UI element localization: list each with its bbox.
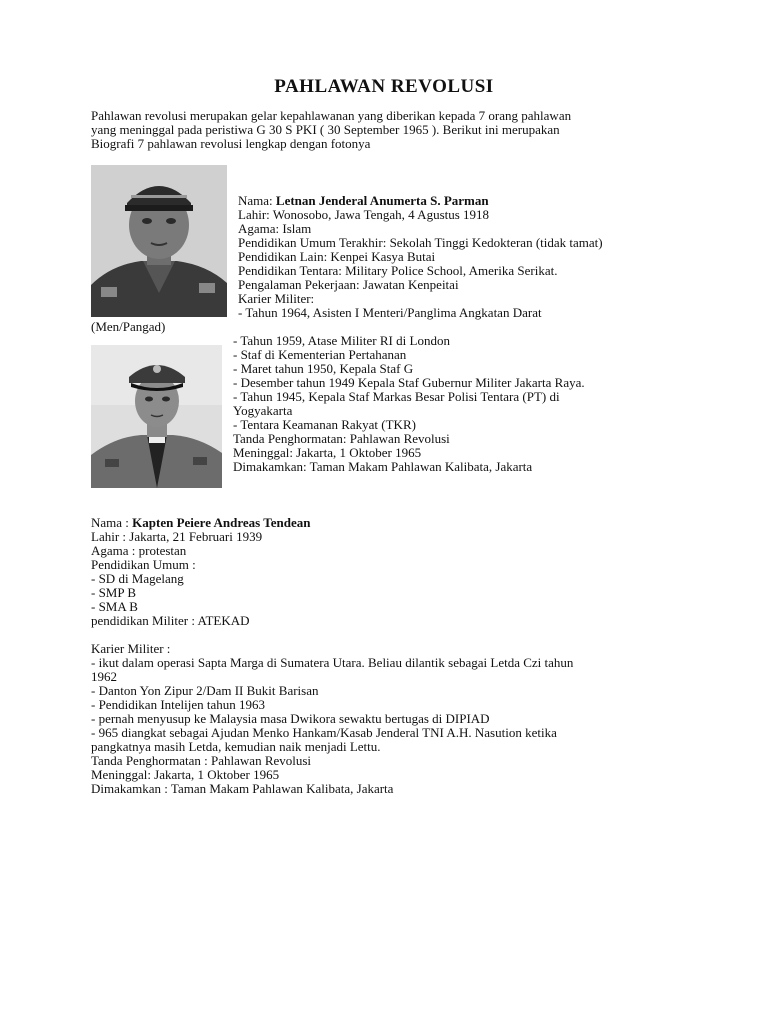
- bio-line: - Desember tahun 1949 Kepala Staf Gubernur Militer Jakarta Raya.: [233, 375, 585, 390]
- bio-line: Pendidikan Lain: Kenpei Kasya Butai: [238, 249, 436, 264]
- bio-line: Dimakamkan : Taman Makam Pahlawan Kalibata, Jakarta: [91, 781, 394, 796]
- bio-line: Meninggal: Jakarta, 1 Oktober 1965: [233, 445, 422, 460]
- bio-line: Pengalaman Pekerjaan: Jawatan Kenpeitai: [238, 277, 459, 292]
- bio-line: - 965 diangkat sebagai Ajudan Menko Hankam/Kasab Jenderal TNI A.H. Nasution ketika: [91, 725, 557, 740]
- bio-line: Pendidikan Umum :: [91, 557, 196, 572]
- bio-line: Yogyakarta: [233, 403, 293, 418]
- bio-line: pendidikan Militer : ATEKAD: [91, 613, 250, 628]
- portrait-parman-image: [91, 165, 227, 317]
- bio-line: Tanda Penghormatan: Pahlawan Revolusi: [233, 431, 450, 446]
- name-label: Nama:: [238, 193, 276, 208]
- bio-line: - Tahun 1945, Kepala Staf Markas Besar Polisi Tentara (PT) di: [233, 389, 560, 404]
- portrait-uniform-image: [91, 345, 222, 488]
- portrait-photo-parman-uniform: [91, 345, 222, 488]
- bio-line: pangkatnya masih Letda, kemudian naik menjadi Lettu.: [91, 739, 381, 754]
- hero-name: Letnan Jenderal Anumerta S. Parman: [275, 193, 489, 208]
- bio-line: Lahir : Jakarta, 21 Februari 1939: [91, 529, 263, 544]
- bio-wrap-line: (Men/Pangad): [91, 319, 166, 334]
- bio-line: Agama : protestan: [91, 543, 187, 558]
- intro-line: yang meninggal pada peristiwa G 30 S PKI ( 30 September 1965 ). Berikut ini merupakan: [91, 122, 560, 137]
- bio-line: - SMP B: [91, 585, 137, 600]
- intro-paragraph: [91, 109, 671, 151]
- blank-line: [91, 628, 691, 642]
- biography-tendean: [91, 516, 691, 796]
- intro-line: Pahlawan revolusi merupakan gelar kepahlawanan yang diberikan kepada 7 orang pahlawan: [91, 108, 572, 123]
- bio-line: - Staf di Kementerian Pertahanan: [233, 347, 407, 362]
- bio-line: Tanda Penghormatan : Pahlawan Revolusi: [91, 753, 312, 768]
- bio-name-row: [91, 516, 691, 530]
- bio-line: - SMA B: [91, 599, 138, 614]
- bio-line: Pendidikan Tentara: Military Police School, Amerika Serikat.: [238, 263, 558, 278]
- bio-line: 1962: [91, 669, 117, 684]
- bio-line: Lahir: Wonosobo, Jawa Tengah, 4 Agustus 1918: [238, 207, 490, 222]
- biography-parman: [238, 194, 678, 320]
- bio-line: Karier Militer :: [91, 641, 171, 656]
- intro-line: Biografi 7 pahlawan revolusi lengkap dengan fotonya: [91, 136, 371, 151]
- biography-parman-continued: [233, 334, 683, 474]
- bio-name-row: [238, 194, 678, 208]
- bio-line: - Danton Yon Zipur 2/Dam II Bukit Barisan: [91, 683, 319, 698]
- bio-line: - Pendidikan Intelijen tahun 1963: [91, 697, 266, 712]
- bio-line: - pernah menyusup ke Malaysia masa Dwikora sewaktu bertugas di DIPIAD: [91, 711, 490, 726]
- page-title: PAHLAWAN REVOLUSI: [274, 76, 494, 97]
- bio-line: - Tahun 1959, Atase Militer RI di London: [233, 333, 450, 348]
- hero-name: Kapten Peiere Andreas Tendean: [132, 515, 311, 530]
- bio-line: Meninggal: Jakarta, 1 Oktober 1965: [91, 767, 280, 782]
- bio-line: - Tahun 1964, Asisten I Menteri/Panglima Angkatan Darat: [238, 305, 542, 320]
- bio-line: - Maret tahun 1950, Kepala Staf G: [233, 361, 414, 376]
- bio-line: Karier Militer:: [238, 291, 315, 306]
- bio-line: - ikut dalam operasi Sapta Marga di Sumatera Utara. Beliau dilantik sebagai Letda Czi tahun: [91, 655, 574, 670]
- bio-line: Pendidikan Umum Terakhir: Sekolah Tinggi Kedokteran (tidak tamat): [238, 235, 603, 250]
- bio-line: Dimakamkan: Taman Makam Pahlawan Kalibata, Jakarta: [233, 459, 533, 474]
- bio-line: - Tentara Keamanan Rakyat (TKR): [233, 417, 416, 432]
- portrait-photo-parman: [91, 165, 227, 317]
- name-label: Nama :: [91, 515, 133, 530]
- bio-line: - SD di Magelang: [91, 571, 184, 586]
- bio-line: Agama: Islam: [238, 221, 312, 236]
